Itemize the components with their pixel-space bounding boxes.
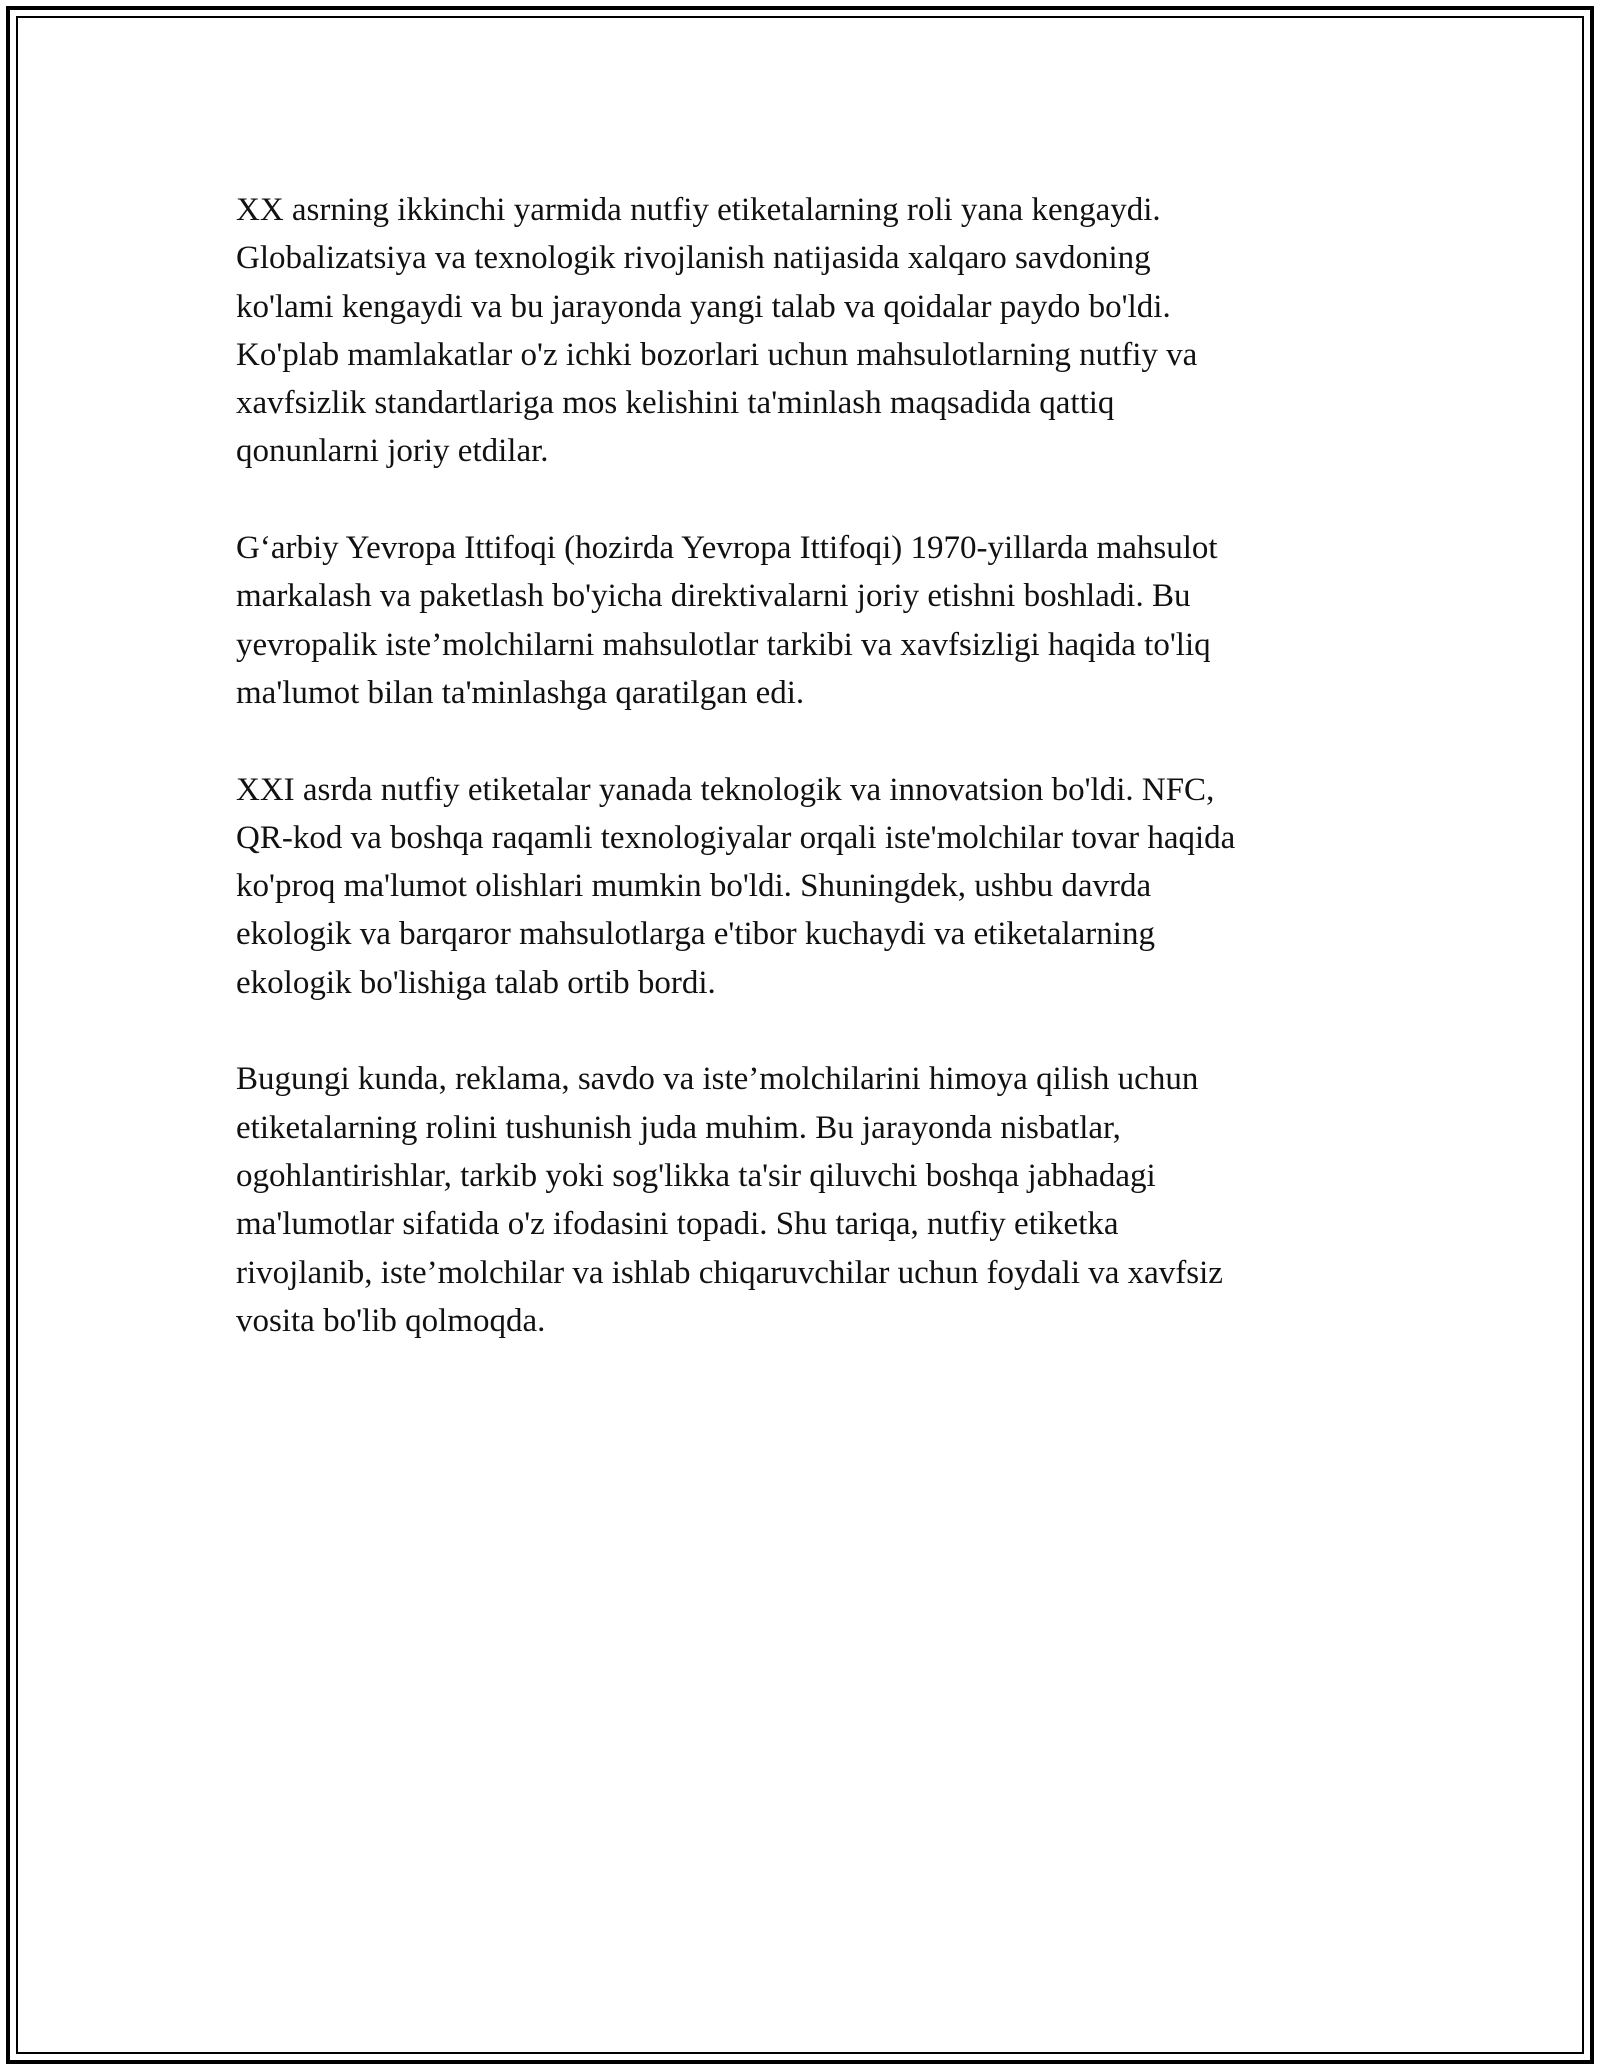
text-line: XX asrning ikkinchi yarmida nutfiy etiketalarning roli yana kengaydi.: [236, 192, 1161, 228]
text-line: ko'proq ma'lumot olishlari mumkin bo'ldi. Shuningdek, ushbu davrda: [236, 868, 1152, 905]
paragraph-4: [236, 1055, 1386, 1345]
paragraph-2: [236, 524, 1386, 717]
text-line: ekologik va barqaror mahsulotlarga e'tibor kuchaydi va etiketalarning: [236, 916, 1155, 953]
text-line: qonunlarni joriy etdilar.: [236, 433, 549, 470]
paragraph-1: [236, 186, 1386, 476]
text-line: ekologik bo'lishiga talab ortib bordi.: [236, 964, 716, 1001]
paragraph-3: [236, 766, 1386, 1007]
text-line: Globalizatsiya va texnologik rivojlanish natijasida xalqaro savdoning: [236, 240, 1151, 277]
text-line: Bugungi kunda, reklama, savdo va iste’molchilarini himoya qilish uchun: [236, 1061, 1199, 1098]
text-line: etiketalarning rolini tushunish juda muhim. Bu jarayonda nisbatlar,: [236, 1109, 1121, 1146]
text-line: yevropalik iste’molchilarni mahsulotlar tarkibi va xavfsizligi haqida to'liq: [236, 626, 1211, 663]
text-line: QR-kod va boshqa raqamli texnologiyalar orqali iste'molchilar tovar haqida: [236, 819, 1236, 856]
text-line: ogohlantirishlar, tarkib yoki sog'likka ta'sir qiluvchi boshqa jabhadagi: [236, 1157, 1156, 1194]
text-line: vosita bo'lib qolmoqda.: [236, 1302, 546, 1339]
text-line: Ko'plab mamlakatlar o'z ichki bozorlari uchun mahsulotlarning nutfiy va: [236, 336, 1198, 373]
text-line: ma'lumotlar sifatida o'z ifodasini topadi. Shu tariqa, nutfiy etiketka: [236, 1206, 1119, 1243]
text-line: ko'lami kengaydi va bu jarayonda yangi talab va qoidalar paydo bo'ldi.: [236, 288, 1171, 325]
text-line: rivojlanib, iste’molchilar va ishlab chiqaruvchilar uchun foydali va xavfsiz: [236, 1254, 1223, 1291]
document-body: [236, 186, 1386, 1393]
text-line: xavfsizlik standartlariga mos kelishini ta'minlash maqsadida qattiq: [236, 385, 1115, 422]
text-line: ma'lumot bilan ta'minlashga qaratilgan edi.: [236, 674, 805, 711]
text-line: markalash va paketlash bo'yicha direktivalarni joriy etishni boshladi. Bu: [236, 578, 1191, 615]
text-line: G‘arbiy Yevropa Ittifoqi (hozirda Yevropa Ittifoqi) 1970-yillarda mahsulot: [236, 530, 1218, 567]
text-line: XXI asrda nutfiy etiketalar yanada teknologik va innovatsion bo'ldi. NFC,: [236, 771, 1215, 808]
